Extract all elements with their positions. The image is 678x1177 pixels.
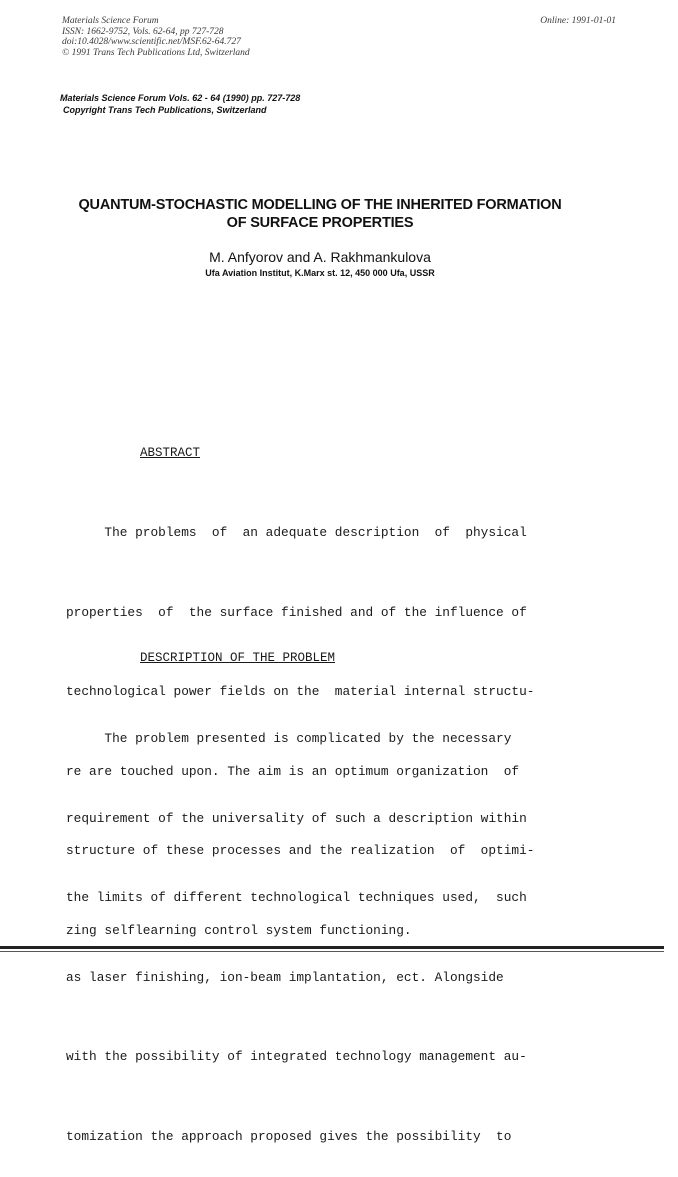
text-line: tomization the approach proposed gives the possibility to	[66, 1128, 512, 1144]
meta-line: doi:10.4028/www.scientific.net/MSF.62-64.727	[62, 37, 241, 47]
online-date: Online: 1991-01-01	[540, 16, 616, 26]
meta-line: Materials Science Forum	[62, 16, 159, 26]
affiliation: Ufa Aviation Institut, K.Marx st. 12, 450 000 Ufa, USSR	[205, 268, 435, 278]
problem-heading: DESCRIPTION OF THE PROBLEM	[140, 651, 336, 665]
title-line: QUANTUM-STOCHASTIC MODELLING OF THE INHERITED FORMATION	[78, 197, 562, 213]
text-line: re are touched upon. The aim is an optimum organization of	[66, 763, 520, 779]
text-line: zing selflearning control system functioning.	[66, 922, 412, 938]
text-line: as laser finishing, ion-beam implantation, ect. Alongside	[66, 969, 504, 985]
page-bottom-rule-thin	[0, 951, 664, 952]
title-line: OF SURFACE PROPERTIES	[226, 215, 414, 231]
journal-citation	[60, 92, 300, 116]
text-line: technological power fields on the material internal structu-	[66, 684, 535, 699]
text-line: properties of the surface finished and of the influence of	[66, 604, 527, 620]
meta-line: ISSN: 1662-9752, Vols. 62-64, pp 727-728	[62, 26, 224, 37]
text-line: requirement of the universality of such a description within	[66, 810, 527, 826]
text-line: The problems of an adequate description of physical	[66, 525, 527, 540]
paper-title	[0, 196, 640, 232]
publication-metadata	[62, 16, 250, 58]
journal-line: Materials Science Forum Vols. 62 - 64 (1990) pp. 727-728	[60, 93, 301, 103]
abstract-heading: ABSTRACT	[140, 446, 201, 460]
text-line: the limits of different technological techniques used, such	[66, 890, 527, 905]
meta-line: © 1991 Trans Tech Publications Ltd, Switzerland	[62, 47, 250, 58]
page-bottom-rule	[0, 946, 664, 949]
text-line: with the possibility of integrated technology management au-	[66, 1049, 527, 1064]
problem-body	[66, 673, 527, 1177]
copyright-line: Copyright Trans Tech Publications, Switzerland	[63, 105, 267, 115]
text-line: The problem presented is complicated by the necessary	[66, 731, 512, 746]
text-line: structure of these processes and the realization of optimi-	[66, 843, 535, 858]
authors: M. Anfyorov and A. Rakhmankulova	[209, 249, 431, 265]
